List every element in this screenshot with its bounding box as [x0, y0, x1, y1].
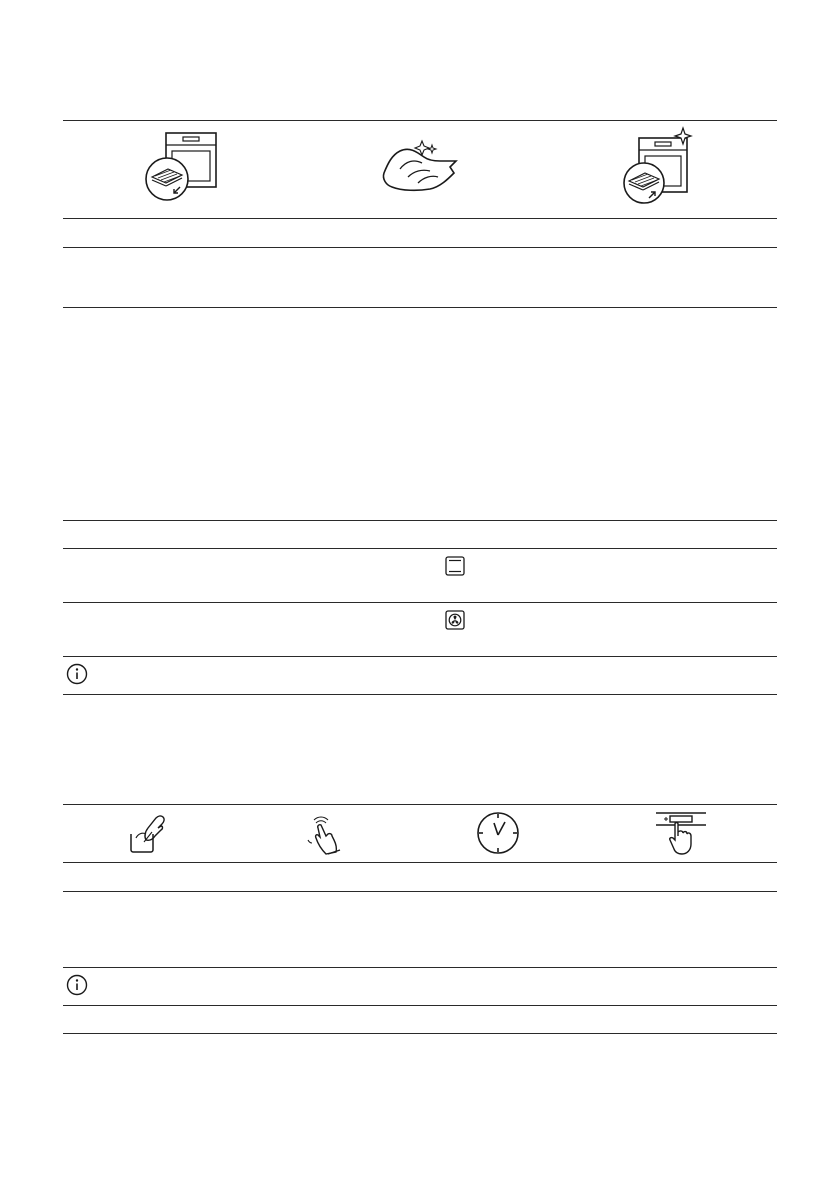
table1-rule-e — [63, 548, 777, 549]
table1-rule-d — [63, 520, 777, 521]
table1-top-rule — [63, 120, 777, 121]
table2-rule-d — [63, 1005, 777, 1006]
table2-bottom-rule — [63, 1033, 777, 1034]
oven-top-bottom-heat-icon — [445, 556, 465, 576]
hand-dip-in-water-icon — [128, 812, 168, 854]
hand-press-display-icon — [654, 810, 710, 856]
table1-rule-b — [63, 247, 777, 248]
table1-bottom-rule — [63, 694, 777, 695]
table1-rule-f — [63, 602, 777, 603]
table2-rule-c — [63, 967, 777, 968]
oven-insert-accessory-icon — [617, 128, 699, 204]
table2-rule-b — [63, 891, 777, 892]
table1-rule-c — [63, 307, 777, 308]
table1-rule-a — [63, 218, 777, 219]
info-icon — [66, 663, 88, 685]
table1-rule-g — [63, 656, 777, 657]
oven-remove-accessory-icon — [138, 131, 220, 203]
table2-top-rule — [63, 804, 777, 805]
table2-rule-a — [63, 862, 777, 863]
clock-icon — [476, 811, 520, 855]
hand-touch-vibrate-icon — [304, 810, 344, 856]
oven-fan-heat-icon — [445, 610, 465, 630]
hand-wipe-clean-icon — [378, 133, 460, 195]
info-icon — [66, 974, 88, 996]
